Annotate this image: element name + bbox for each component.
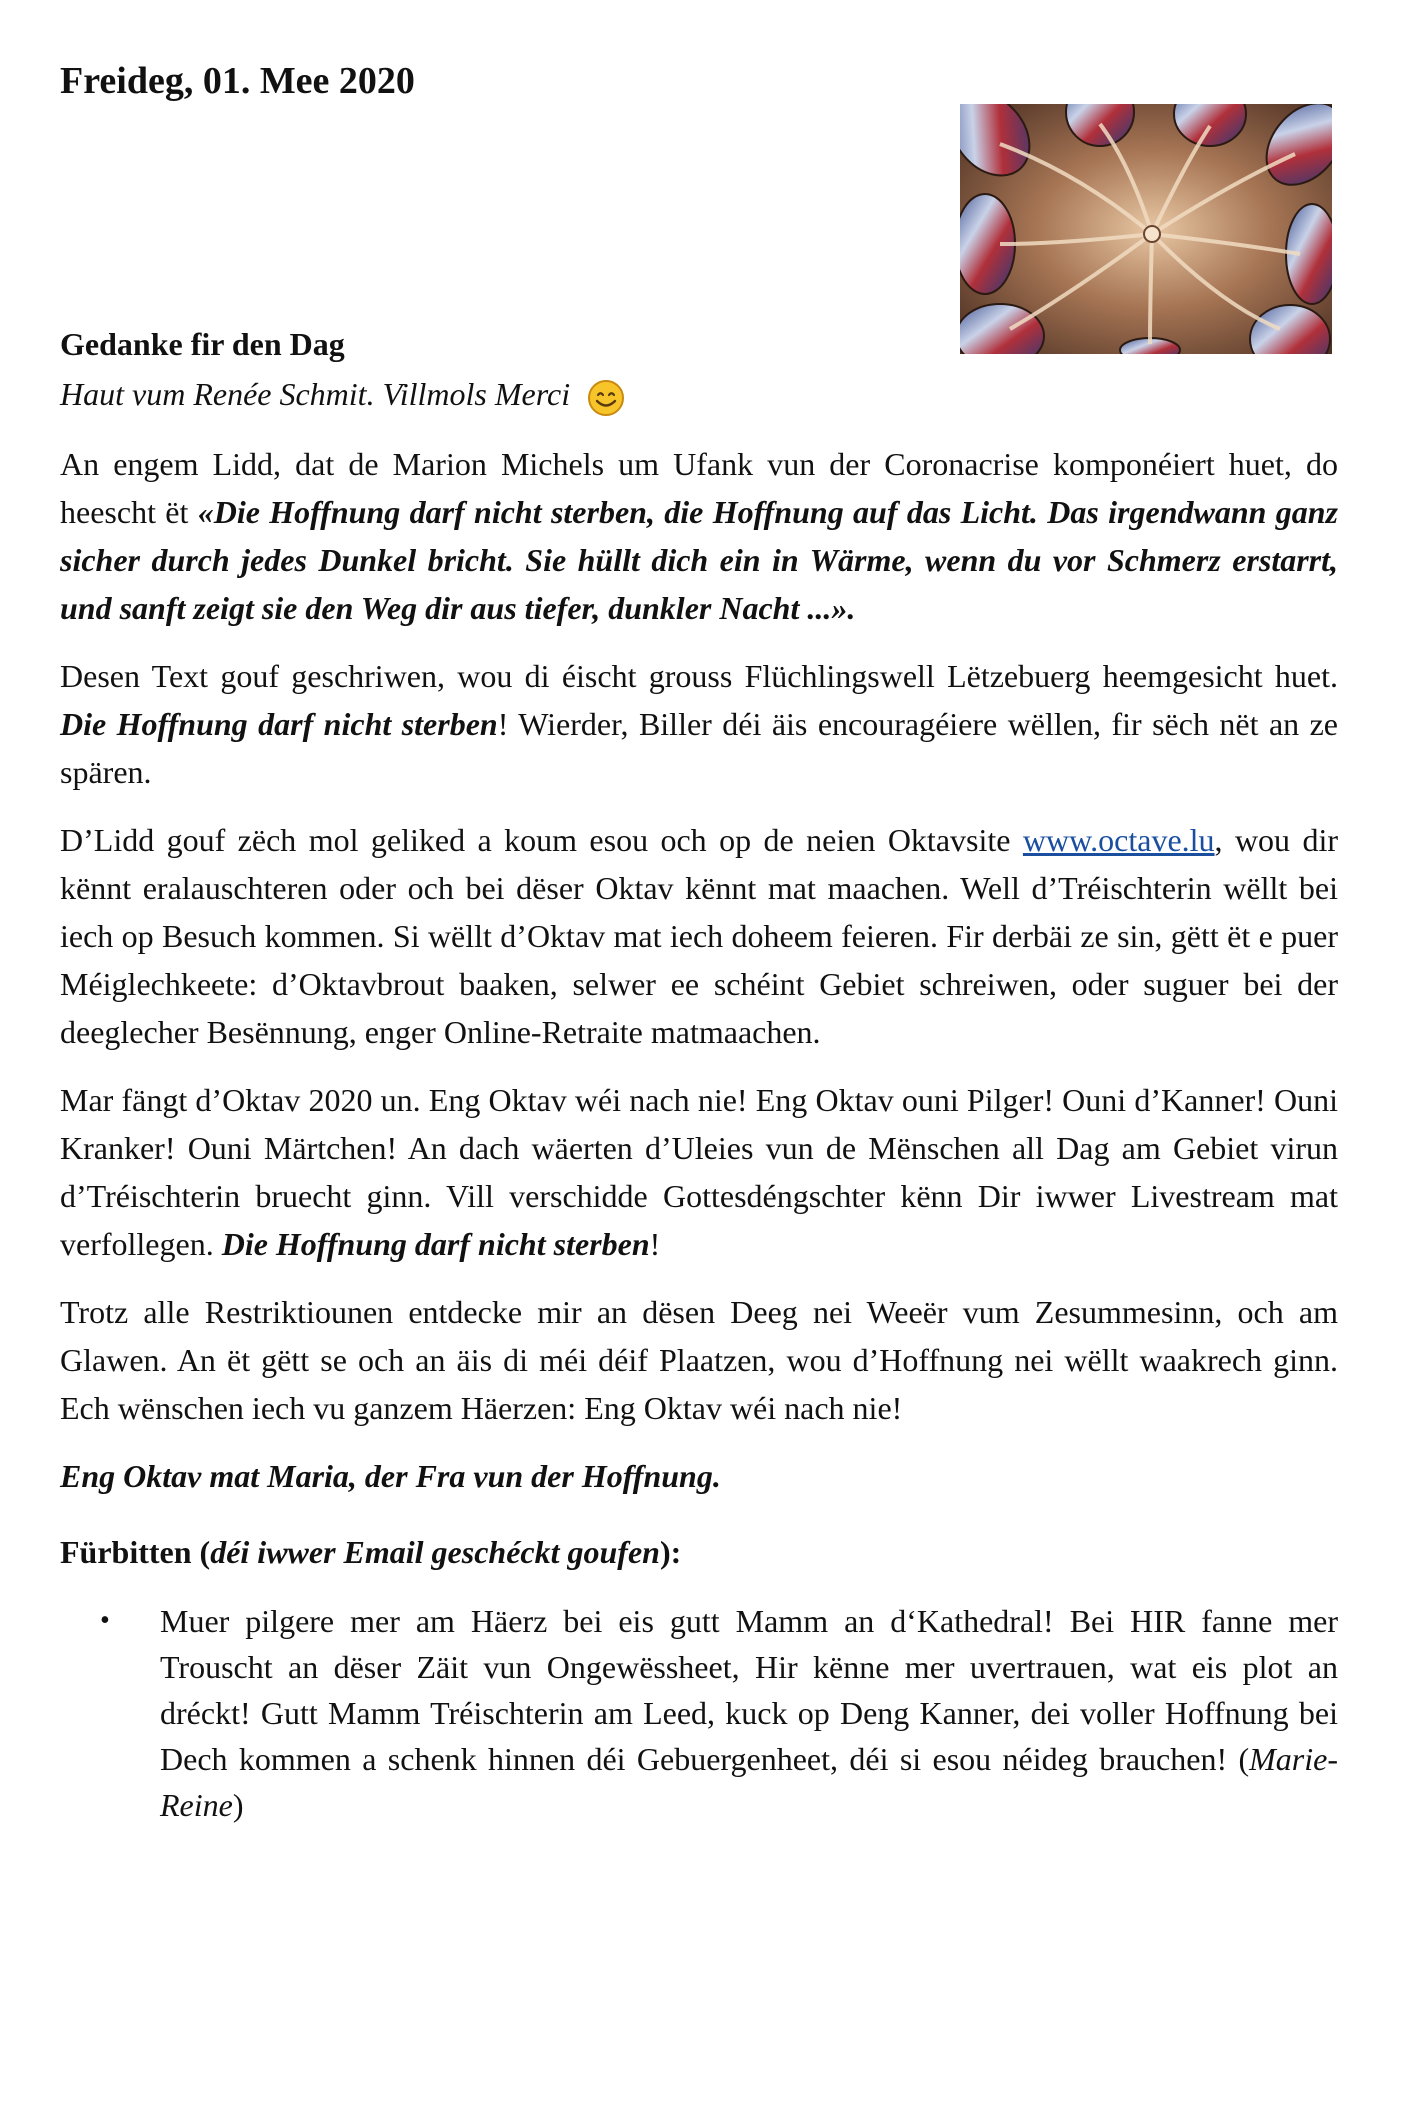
fuerbitte-author: Marie-Reine [160, 1741, 1338, 1823]
paragraph-octave-site [60, 816, 1338, 1056]
fuerbitten-heading [60, 1528, 1338, 1576]
thought-heading: Gedanke fir den Dag [60, 326, 345, 362]
paragraph-restrictions: Trotz alle Restriktiounen entdecke mir an dësen Deeg nei Weeër vum Zesummesinn, och am Glawen. An ët gëtt se och an äis di méi déif Plaatzen, wou d’Hoffnung nei wëllt waakrech ginn. Ech wënschen iech vu ganzem Häerzen: Eng Oktav wéi nach nie! [60, 1294, 1338, 1426]
paragraph-song-quote [60, 440, 1338, 632]
body-text [60, 440, 1338, 1828]
fuerbitte-text: Muer pilgere mer am Häerz bei eis gutt Mamm an d‘Kathedral! Bei HIR fanne mer Trouscht an dëser Zäit vun Ongewëssheet, Hir kënne mer uvertrauen, wat eis plot an dréckt! Gutt Mamm Tréischterin am Leed, kuck op Deng Kanner, dei voller Hoffnung bei Dech kommen a schenk hinnen déi Gebuergenheet, déi si esou néideg brauchen! ( [160, 1603, 1338, 1777]
fuerbitten-heading-a: Fürbitten ( [60, 1534, 211, 1570]
date-title: Freideg, 01. Mee 2020 [60, 60, 415, 102]
p4-hope-phrase: Die Hoffnung darf nicht sterben [221, 1226, 650, 1262]
p2-text-a: Desen Text gouf geschriwen, wou di éischt grouss Flüchlingswell Lëtzebuerg heemgesicht huet. [60, 658, 1338, 694]
credit-line [60, 372, 626, 418]
smiley-face-icon [586, 378, 626, 418]
p2-hope-phrase: Die Hoffnung darf nicht sterben [60, 706, 498, 742]
song-quote: «Die Hoffnung darf nicht sterben, die Hoffnung auf das Licht. Das irgendwann ganz sicher durch jedes Dunkel bricht. Sie hüllt dich ein in Wärme, wenn du vor Schmerz erstarrt, und sanft zeigt sie den Weg dir aus tiefer, dunkler Nacht ...». [60, 494, 1339, 626]
credit-text: Haut vum Renée Schmit. Villmols Merci [60, 376, 571, 412]
fuerbitte-end: ) [232, 1787, 244, 1823]
p1-text: An engem Lidd, dat de Marion Michels um Ufank vun der Coronacrise komponéiert huet, do heescht ët [60, 446, 1338, 530]
fuerbitten-list [60, 1598, 1338, 1828]
fuerbitten-heading-sub: déi iwwer Email geschéckt goufen [210, 1534, 660, 1570]
closing-line: Eng Oktav mat Maria, der Fra vun der Hoffnung. [60, 1458, 721, 1494]
fuerbitten-heading-b: ): [659, 1534, 682, 1570]
vault-illustration [960, 104, 1332, 354]
p4-text-c: ! [649, 1226, 661, 1262]
p3-text-b: , wou dir kënnt eralauschteren oder och bei dëser Oktav kënnt mat maachen. Well d’Tréischterin wëllt bei iech op Besuch kommen. Si wëllt d’Oktav mat iech doheem feieren. Fir derbäi ze sin, gëtt ët e puer Méiglechkeete: d’Oktavbrout baaken, selwer ee schéint Gebiet schreiwen, oder suguer bei der deeglecher Besënnung, enger Online-Retraite matmaachen. [60, 822, 1339, 1050]
p2-text-c: ! Wierder, Biller déi äis encouragéiere wëllen, fir sëch nët an ze spären. [60, 706, 1339, 790]
octave-website-link[interactable]: www.octave.lu [1022, 822, 1215, 858]
paragraph-octave-2020 [60, 1076, 1338, 1268]
p4-text-a: Mar fängt d’Oktav 2020 un. Eng Oktav wéi nach nie! Eng Oktav ouni Pilger! Ouni d’Kanner! Ouni Kranker! Ouni Märtchen! An dach wäerten d’Uleies vun de Mënschen all Dag am Gebiet virun d’Tréischterin bruecht ginn. Vill verschidde Gottesdéngschter kënn Dir iwwer Livestream mat verfollegen. [60, 1082, 1338, 1262]
p3-text-a: D’Lidd gouf zëch mol geliked a koum esou och op de neien Oktavsite [60, 822, 1023, 858]
paragraph-refugee-wave [60, 652, 1338, 796]
cathedral-vault-photo [960, 104, 1332, 354]
list-item [160, 1598, 1338, 1828]
